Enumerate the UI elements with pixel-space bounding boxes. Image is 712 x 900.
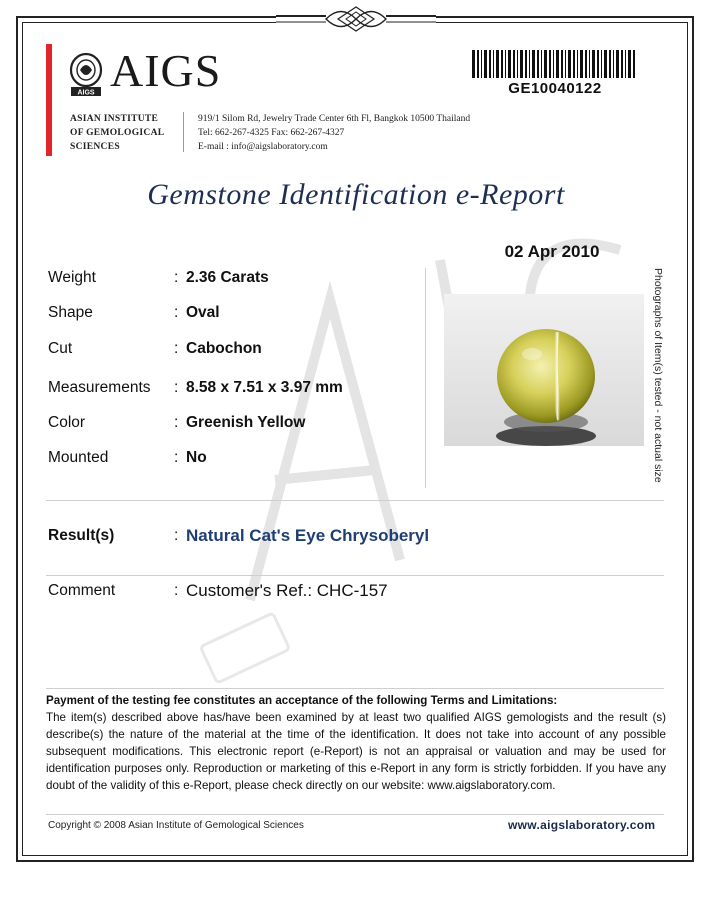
result-value: Natural Cat's Eye Chrysoberyl — [186, 526, 430, 545]
detail-value: No — [186, 449, 207, 466]
photo-caption-text: Photographs of Item(s) tested - not actual size — [652, 268, 664, 483]
detail-row-cut — [48, 339, 428, 359]
institute-line: ASIAN INSTITUTE — [70, 114, 159, 124]
detail-row-mounted — [48, 448, 428, 468]
detail-row-measurements — [48, 378, 428, 398]
logo-emblem-icon — [68, 52, 104, 100]
comment-label: Comment — [48, 582, 116, 599]
detail-value: Oval — [186, 304, 220, 321]
header-divider — [183, 112, 184, 152]
report-date: 02 Apr 2010 — [504, 242, 600, 261]
comment-value: Customer's Ref.: CHC-157 — [186, 581, 388, 600]
detail-value: Cabochon — [186, 340, 262, 357]
copyright-text: Copyright © 2008 Asian Institute of Gemological Sciences — [48, 820, 304, 831]
colon: : — [174, 527, 179, 544]
result-row — [48, 525, 648, 547]
detail-value: 2.36 Carats — [186, 269, 269, 286]
detail-label: Weight — [48, 269, 96, 286]
colon: : — [174, 379, 179, 396]
terms-heading: Payment of the testing fee constitutes an acceptance of the following Terms and Limitations: — [46, 694, 558, 707]
contact-address — [198, 112, 470, 154]
colon: : — [174, 340, 179, 357]
colon: : — [174, 582, 179, 599]
photo-caption — [650, 268, 664, 488]
divider — [46, 500, 664, 501]
accent-bar — [46, 44, 52, 156]
divider — [46, 814, 664, 815]
report-number: GE10040122 — [508, 80, 602, 97]
terms-section — [46, 692, 666, 794]
divider — [46, 688, 664, 689]
result-label: Result(s) — [48, 527, 115, 544]
detail-label: Cut — [48, 340, 73, 357]
email-line: E-mail : info@aigslaboratory.com — [198, 142, 328, 152]
detail-row-color — [48, 413, 428, 433]
emblem-label: AIGS — [77, 89, 95, 97]
institute-line: SCIENCES — [70, 142, 120, 152]
detail-value: 8.58 x 7.51 x 3.97 mm — [186, 379, 343, 396]
colon: : — [174, 269, 179, 286]
divider — [46, 575, 664, 576]
phone-line: Tel: 662-267-4325 Fax: 662-267-4327 — [198, 128, 345, 138]
comment-row — [48, 580, 648, 602]
brand-name: AIGS — [110, 45, 222, 96]
gemstone-photo — [444, 294, 644, 446]
institute-line: OF GEMOLOGICAL — [70, 128, 165, 138]
detail-label: Shape — [48, 304, 93, 321]
terms-body: The item(s) described above has/have been examined by at least two qualified AIGS gemologists and the result (s) describe(s) the nature of the material at the time of the identification. It does not take into account of any possible subsequent modifications. This electronic report (e-Report) is not an appraisal or valuation and may be used for identification purposes only. Reproduction or marketing of this e-Report in any form is strictly forbidden. If you have any doubt of the validity of this e-Report, please check directly on our website: www.aigslaboratory.com. — [46, 711, 666, 792]
barcode-icon — [472, 50, 638, 78]
address-line: 919/1 Silom Rd, Jewelry Trade Center 6th Fl, Bangkok 10500 Thailand — [198, 114, 471, 124]
colon: : — [174, 304, 179, 321]
photo-divider — [425, 268, 426, 488]
detail-label: Mounted — [48, 449, 109, 466]
detail-label: Color — [48, 414, 86, 431]
detail-value: Greenish Yellow — [186, 414, 306, 431]
report-title: Gemstone Identification e-Report — [147, 178, 565, 211]
colon: : — [174, 449, 179, 466]
detail-row-shape — [48, 303, 428, 323]
ornament-icon — [276, 2, 436, 38]
detail-row-weight — [48, 268, 428, 288]
colon: : — [174, 414, 179, 431]
detail-label: Measurements — [48, 379, 151, 396]
website-link[interactable]: www.aigslaboratory.com — [508, 818, 656, 832]
institute-name — [70, 112, 164, 154]
